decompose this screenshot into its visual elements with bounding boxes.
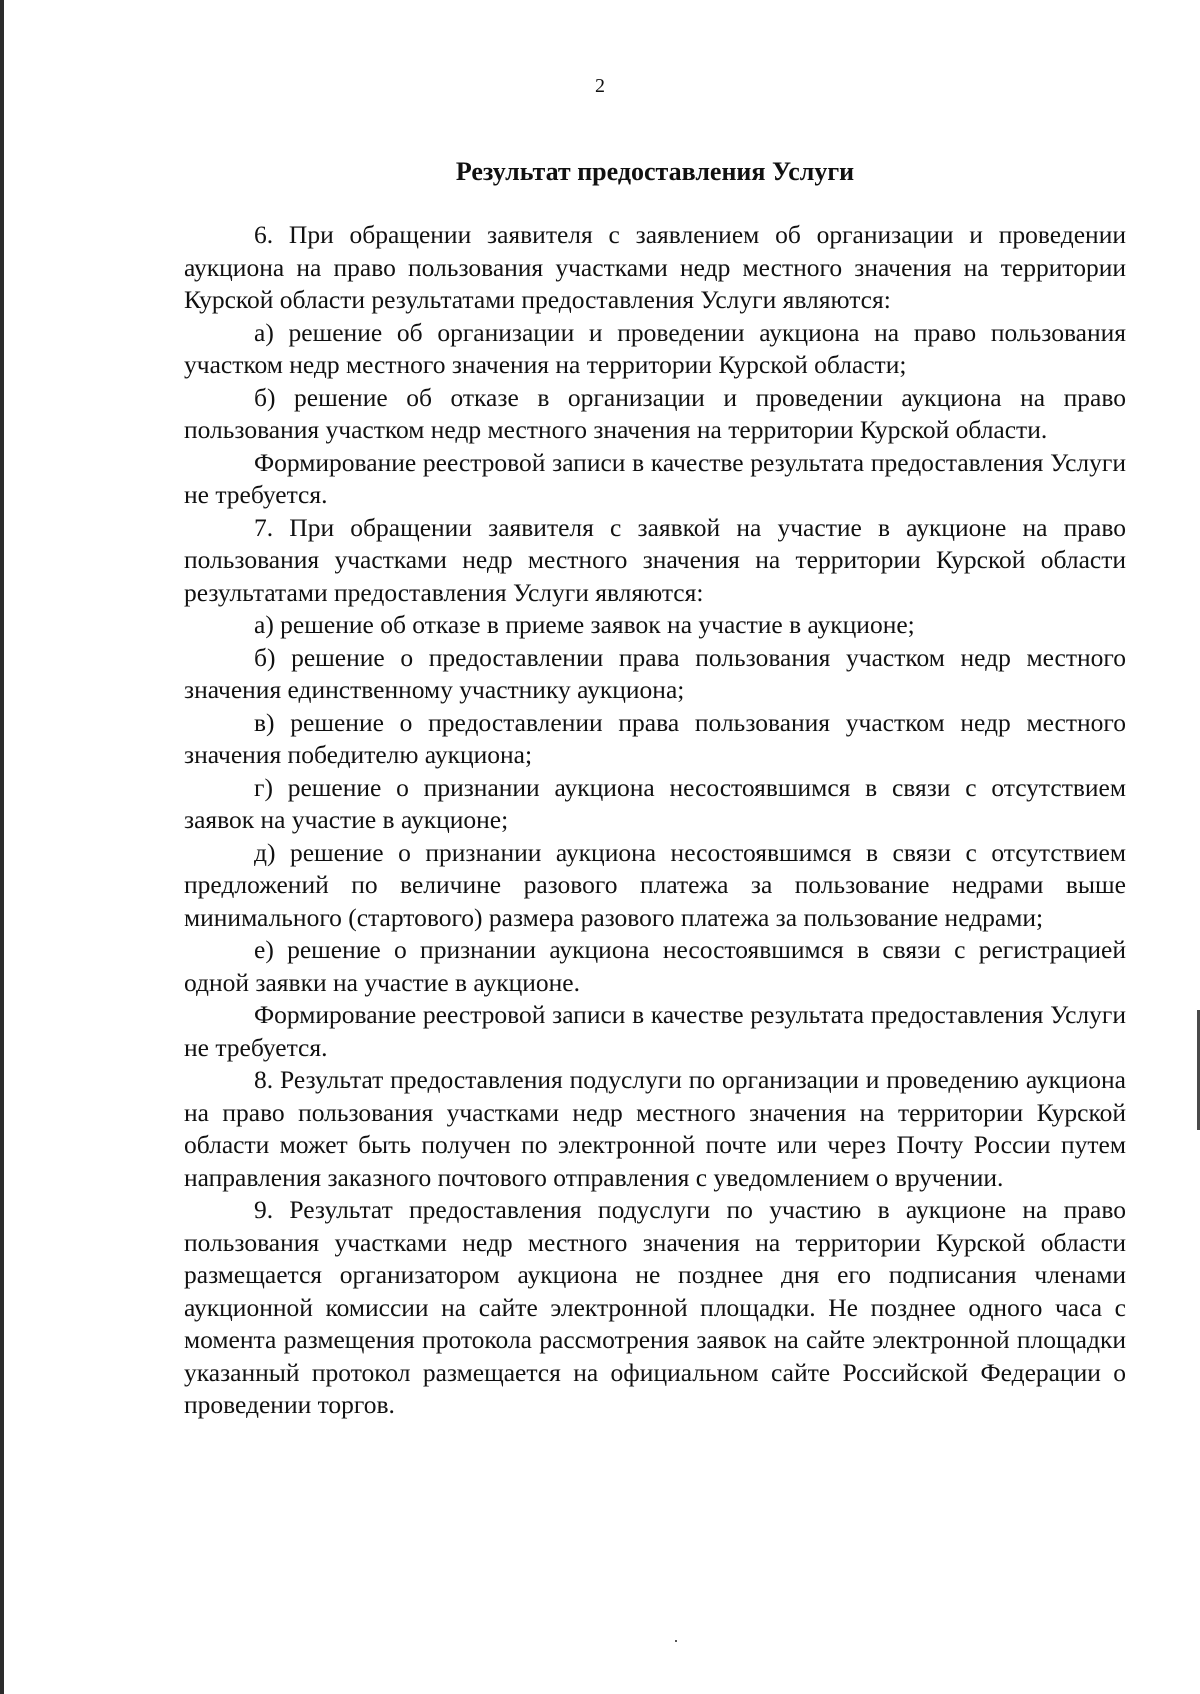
- paragraph-7: 7. При обращении заявителя с заявкой на участие в аукционе на право пользования участками недр местного значения на территории Курской области результатами предоставления Услуги являются:: [184, 512, 1126, 607]
- paragraph-7a: а) решение об отказе в приеме заявок на участие в аукционе;: [254, 610, 915, 639]
- paragraph-6a: а) решение об организации и проведении аукциона на право пользования участком недр местного значения на территории Курской области;: [184, 317, 1126, 379]
- paragraph-7e: е) решение о признании аукциона несостоявшимся в связи с регистрацией одной заявки на участие в аукционе.: [184, 935, 1126, 997]
- section-heading: Результат предоставления Услуги: [455, 157, 855, 186]
- paragraph-7-registry-note: Формирование реестровой записи в качестве результата предоставления Услуги не требуется.: [184, 1000, 1126, 1062]
- paragraph-7g: г) решение о признании аукциона несостоявшимся в связи с отсутствием заявок на участие в аукционе;: [184, 772, 1126, 834]
- paragraph-9: 9. Результат предоставления подуслуги по участию в аукционе на право пользования участками недр местного значения на территории Курской области размещается организатором аукциона не позднее дня его подписания членами аукционной комиссии на сайте электронной площадки. Не позднее одного часа с момента размещения протокола рассмотрения заявок на сайте электронной площадки указанный протокол размещается на официальном сайте Российской Федерации о проведении торгов.: [184, 1195, 1126, 1419]
- document-body: [184, 219, 1126, 1422]
- paragraph-6: 6. При обращении заявителя с заявлением об организации и проведении аукциона на право пользования участками недр местного значения на территории Курской области результатами предоставления Услуги являются:: [184, 220, 1126, 314]
- paragraph-7b: б) решение о предоставлении права пользования участком недр местного значения единственному участнику аукциона;: [184, 642, 1126, 704]
- scan-edge-left: [0, 0, 4, 1694]
- paragraph-7d: д) решение о признании аукциона несостоявшимся в связи с отсутствием предложений по величине разового платежа за пользование недрами выше минимального (стартового) размера разового платежа за пользование недрами;: [184, 837, 1126, 932]
- paragraph-6b: б) решение об отказе в организации и проведении аукциона на право пользования участком недр местного значения на территории Курской области.: [184, 382, 1126, 444]
- paragraph-6-registry-note: Формирование реестровой записи в качестве результата предоставления Услуги не требуется.: [184, 447, 1126, 509]
- paragraph-7v: в) решение о предоставлении права пользования участком недр местного значения победителю аукциона;: [184, 707, 1126, 769]
- paragraph-8: 8. Результат предоставления подуслуги по организации и проведению аукциона на право пользования участками недр местного значения на территории Курской области может быть получен по электронной почте или через Почту России путем направления заказного почтового отправления с уведомлением о вручении.: [184, 1065, 1126, 1192]
- page-number: 2: [595, 75, 605, 97]
- scan-speck: [675, 1640, 677, 1642]
